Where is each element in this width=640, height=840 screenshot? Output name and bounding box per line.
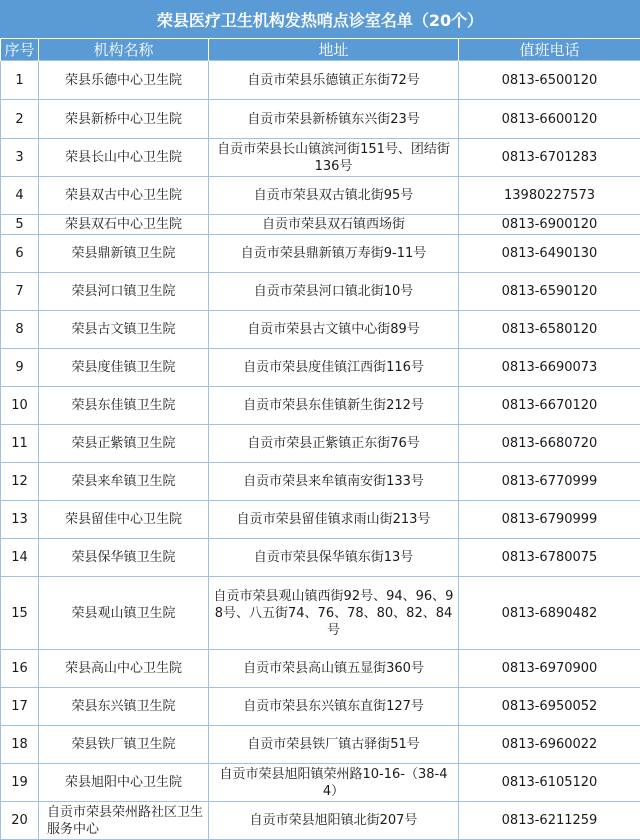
cell-no: 17: [1, 688, 39, 726]
cell-address: 自贡市荣县新桥镇东兴街23号: [209, 100, 459, 139]
cell-phone: 0813-6790999: [459, 501, 640, 539]
cell-name: 荣县东佳镇卫生院: [39, 387, 209, 425]
cell-address: 自贡市荣县旭阳镇荣州路10-16-（38-44）: [209, 764, 459, 802]
table-row: [1, 539, 640, 577]
cell-name: 荣县东兴镇卫生院: [39, 688, 209, 726]
table-row: [1, 501, 640, 539]
cell-name: 荣县乐德中心卫生院: [39, 61, 209, 100]
cell-address: 自贡市荣县东兴镇东直街127号: [209, 688, 459, 726]
cell-no: 19: [1, 764, 39, 802]
cell-address: 自贡市荣县长山镇滨河街151号、团结街136号: [209, 139, 459, 177]
cell-phone: 0813-6970900: [459, 650, 640, 688]
cell-address: 自贡市荣县留佳镇求雨山街213号: [209, 501, 459, 539]
table-row: [1, 349, 640, 387]
table-row: [1, 802, 640, 840]
cell-phone: 0813-6900120: [459, 215, 640, 235]
cell-phone: 13980227573: [459, 177, 640, 215]
cell-address: 自贡市荣县鼎新镇万寿街9-11号: [209, 235, 459, 273]
table-row: [1, 100, 640, 139]
table-row: [1, 139, 640, 177]
cell-no: 2: [1, 100, 39, 139]
cell-address: 自贡市荣县保华镇东街13号: [209, 539, 459, 577]
cell-address: 自贡市荣县双古镇北街95号: [209, 177, 459, 215]
cell-name: 荣县来牟镇卫生院: [39, 463, 209, 501]
cell-address: 自贡市荣县铁厂镇古驿街51号: [209, 726, 459, 764]
cell-name: 荣县双古中心卫生院: [39, 177, 209, 215]
header-phone: 值班电话: [459, 39, 640, 61]
table-row: [1, 215, 640, 235]
cell-no: 11: [1, 425, 39, 463]
cell-phone: 0813-6890482: [459, 577, 640, 650]
cell-no: 6: [1, 235, 39, 273]
cell-name: 荣县正紫镇卫生院: [39, 425, 209, 463]
cell-address: 自贡市荣县东佳镇新生街212号: [209, 387, 459, 425]
table-row: [1, 177, 640, 215]
cell-name: 荣县保华镇卫生院: [39, 539, 209, 577]
cell-phone: 0813-6490130: [459, 235, 640, 273]
cell-phone: 0813-6590120: [459, 273, 640, 311]
cell-name: 荣县铁厂镇卫生院: [39, 726, 209, 764]
table-row: [1, 273, 640, 311]
cell-name: 荣县河口镇卫生院: [39, 273, 209, 311]
header-address: 地址: [209, 39, 459, 61]
cell-name: 荣县高山中心卫生院: [39, 650, 209, 688]
table-row: [1, 726, 640, 764]
cell-phone: 0813-6780075: [459, 539, 640, 577]
table-row: [1, 311, 640, 349]
cell-phone: 0813-6580120: [459, 311, 640, 349]
table-title: 荣县医疗卫生机构发热哨点诊室名单（20个）: [0, 0, 640, 39]
cell-name: 荣县古文镇卫生院: [39, 311, 209, 349]
cell-address: 自贡市荣县正紫镇正东街76号: [209, 425, 459, 463]
cell-no: 13: [1, 501, 39, 539]
header-no: 序号: [1, 39, 39, 61]
cell-address: 自贡市荣县双石镇西场街: [209, 215, 459, 235]
cell-no: 3: [1, 139, 39, 177]
table-row: [1, 463, 640, 501]
cell-name: 荣县留佳中心卫生院: [39, 501, 209, 539]
cell-no: 16: [1, 650, 39, 688]
table-row: [1, 650, 640, 688]
cell-name: 荣县度佳镇卫生院: [39, 349, 209, 387]
cell-address: 自贡市荣县度佳镇江西街116号: [209, 349, 459, 387]
table-row: [1, 764, 640, 802]
cell-phone: 0813-6770999: [459, 463, 640, 501]
table-row: [1, 577, 640, 650]
cell-no: 20: [1, 802, 39, 840]
header-name: 机构名称: [39, 39, 209, 61]
table-row: [1, 235, 640, 273]
cell-no: 1: [1, 61, 39, 100]
cell-name: 自贡市荣县荣州路社区卫生服务中心: [39, 802, 209, 840]
cell-no: 5: [1, 215, 39, 235]
cell-address: 自贡市荣县旭阳镇北街207号: [209, 802, 459, 840]
cell-name: 荣县双石中心卫生院: [39, 215, 209, 235]
cell-no: 7: [1, 273, 39, 311]
cell-no: 14: [1, 539, 39, 577]
cell-name: 荣县旭阳中心卫生院: [39, 764, 209, 802]
table-row: [1, 688, 640, 726]
cell-address: 自贡市荣县观山镇西街92号、94、96、98号、八五街74、76、78、80、82、84号: [209, 577, 459, 650]
cell-address: 自贡市荣县古文镇中心街89号: [209, 311, 459, 349]
cell-no: 10: [1, 387, 39, 425]
cell-address: 自贡市荣县来牟镇南安街133号: [209, 463, 459, 501]
cell-phone: 0813-6105120: [459, 764, 640, 802]
table-row: [1, 387, 640, 425]
cell-no: 4: [1, 177, 39, 215]
cell-no: 15: [1, 577, 39, 650]
cell-address: 自贡市荣县河口镇北街10号: [209, 273, 459, 311]
cell-phone: 0813-6690073: [459, 349, 640, 387]
cell-address: 自贡市荣县高山镇五显街360号: [209, 650, 459, 688]
cell-no: 18: [1, 726, 39, 764]
clinic-table: [0, 39, 640, 840]
cell-name: 荣县长山中心卫生院: [39, 139, 209, 177]
cell-phone: 0813-6680720: [459, 425, 640, 463]
cell-phone: 0813-6701283: [459, 139, 640, 177]
cell-no: 8: [1, 311, 39, 349]
table-row: [1, 61, 640, 100]
cell-name: 荣县观山镇卫生院: [39, 577, 209, 650]
cell-name: 荣县新桥中心卫生院: [39, 100, 209, 139]
cell-phone: 0813-6500120: [459, 61, 640, 100]
cell-no: 9: [1, 349, 39, 387]
table-row: [1, 425, 640, 463]
cell-address: 自贡市荣县乐德镇正东街72号: [209, 61, 459, 100]
cell-phone: 0813-6600120: [459, 100, 640, 139]
header-row: [1, 39, 640, 61]
cell-phone: 0813-6211259: [459, 802, 640, 840]
cell-phone: 0813-6960022: [459, 726, 640, 764]
cell-phone: 0813-6670120: [459, 387, 640, 425]
cell-phone: 0813-6950052: [459, 688, 640, 726]
cell-no: 12: [1, 463, 39, 501]
cell-name: 荣县鼎新镇卫生院: [39, 235, 209, 273]
